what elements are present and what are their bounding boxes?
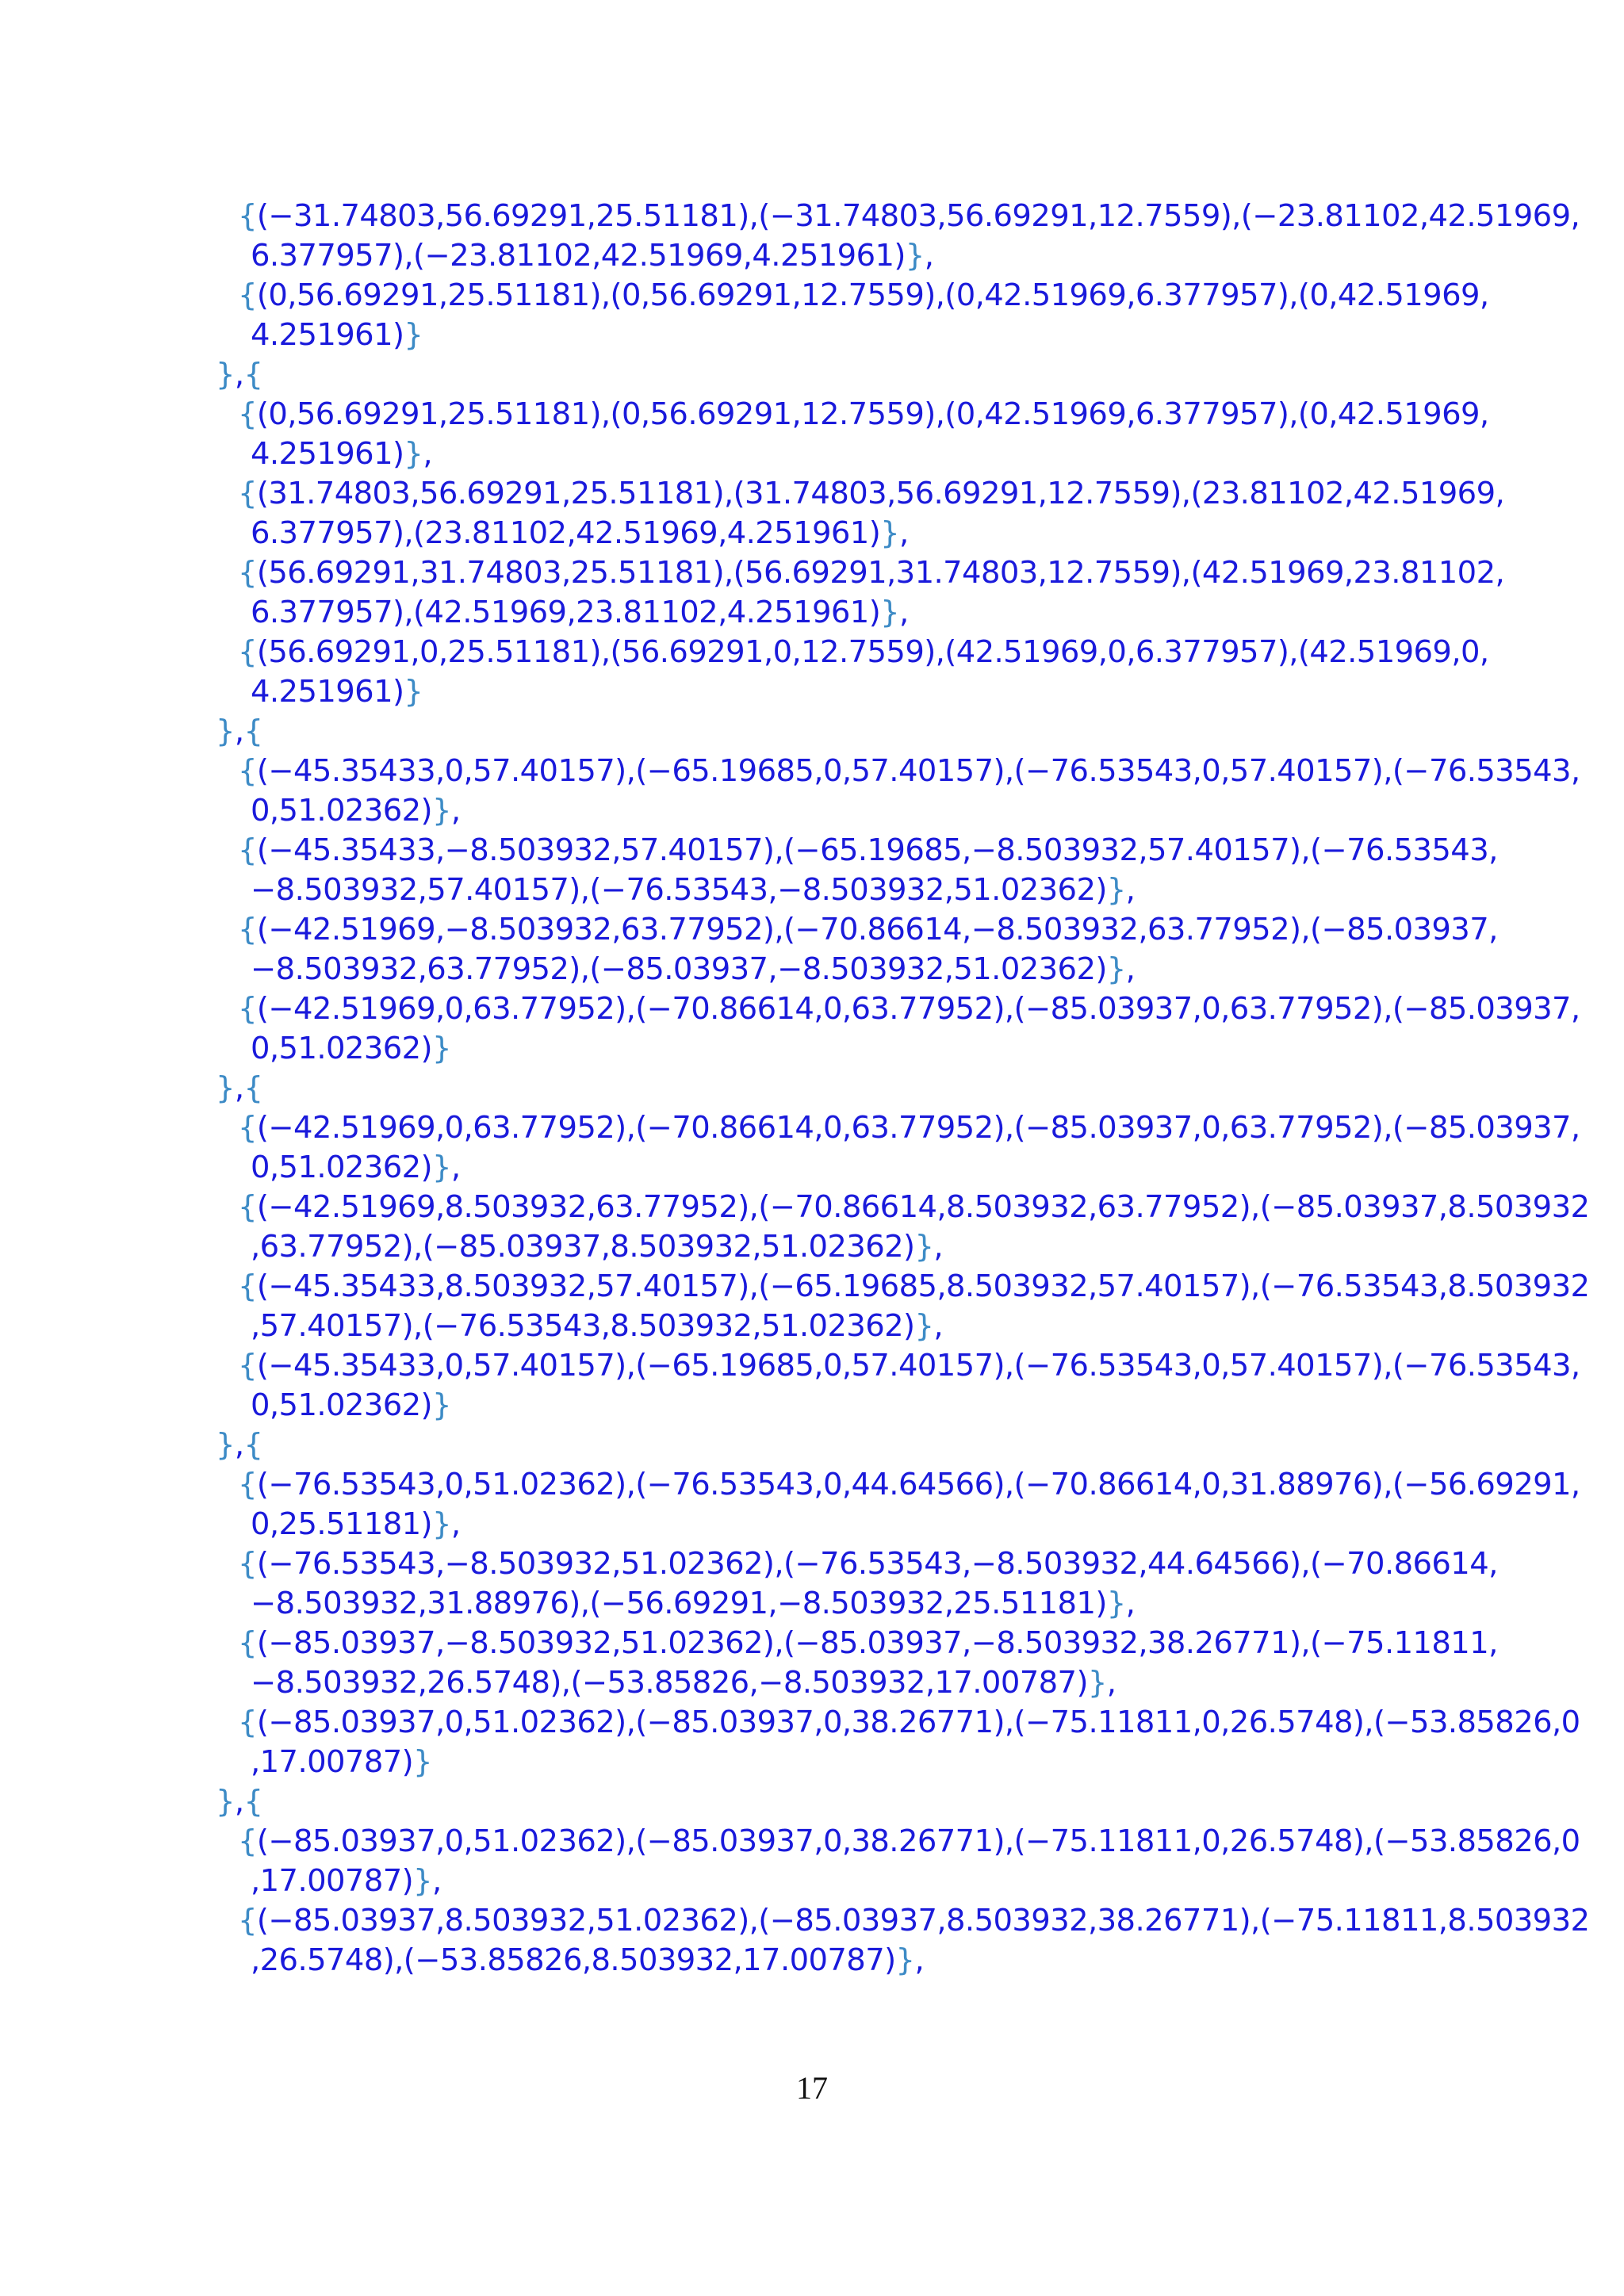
listing-line: 0,51.02362)} [251,1031,451,1066]
listing-line: ,26.5748),(−53.85826,8.503932,17.00787)}, [251,1942,925,1978]
listing-line: −8.503932,31.88976),(−56.69291,−8.503932,25.51181)}, [251,1586,1136,1621]
listing-line: −8.503932,26.5748),(−53.85826,−8.503932,17.00787)}, [251,1665,1116,1701]
listing-line: 6.377957),(42.51969,23.81102,4.251961)}, [251,595,909,630]
listing-line: 4.251961)} [251,317,423,353]
listing-line: {(−45.35433,0,57.40157),(−65.19685,0,57.40157),(−76.53543,0,57.40157),(−76.53543, [238,1348,1580,1383]
listing-line: {(−85.03937,0,51.02362),(−85.03937,0,38.26771),(−75.11811,0,26.5748),(−53.85826,0 [238,1705,1580,1740]
listing-line: {(−31.74803,56.69291,25.51181),(−31.74803,56.69291,12.7559),(−23.81102,42.51969, [238,198,1580,234]
listing-line: {(−42.51969,8.503932,63.77952),(−70.86614,8.503932,63.77952),(−85.03937,8.503932 [238,1189,1590,1225]
page-number: 17 [796,2070,828,2106]
listing-line: },{ [216,1427,263,1463]
listing-line: {(−45.35433,0,57.40157),(−65.19685,0,57.40157),(−76.53543,0,57.40157),(−76.53543, [238,753,1580,789]
listing-line: {(−42.51969,−8.503932,63.77952),(−70.86614,−8.503932,63.77952),(−85.03937, [238,912,1498,947]
listing-line: −8.503932,63.77952),(−85.03937,−8.503932,51.02362)}, [251,951,1136,987]
listing-line: {(−45.35433,−8.503932,57.40157),(−65.19685,−8.503932,57.40157),(−76.53543, [238,832,1498,868]
listing-line: {(−76.53543,0,51.02362),(−76.53543,0,44.64566),(−70.86614,0,31.88976),(−56.69291, [238,1467,1580,1502]
listing-line: {(−76.53543,−8.503932,51.02362),(−76.53543,−8.503932,44.64566),(−70.86614, [238,1546,1498,1582]
listing-line: {(0,56.69291,25.51181),(0,56.69291,12.7559),(0,42.51969,6.377957),(0,42.51969, [238,277,1489,313]
listing-line: ,17.00787)} [251,1744,432,1780]
listing-line: },{ [216,357,263,392]
listing-line: {(−45.35433,8.503932,57.40157),(−65.19685,8.503932,57.40157),(−76.53543,8.503932 [238,1269,1590,1304]
listing-line: {(−42.51969,0,63.77952),(−70.86614,0,63.77952),(−85.03937,0,63.77952),(−85.03937, [238,991,1580,1027]
listing-line: 6.377957),(−23.81102,42.51969,4.251961)}, [251,238,934,274]
listing-line: ,63.77952),(−85.03937,8.503932,51.02362)}, [251,1229,943,1265]
listing-line: ,17.00787)}, [251,1863,442,1899]
listing-line: 0,51.02362)}, [251,1150,461,1185]
listing-line: },{ [216,714,263,749]
listing-line: 0,25.51181)}, [251,1506,461,1542]
coordinate-listing [216,197,1590,1980]
listing-line: {(56.69291,31.74803,25.51181),(56.69291,31.74803,12.7559),(42.51969,23.81102, [238,555,1505,591]
listing-line: 4.251961)} [251,674,423,710]
listing-line: 0,51.02362)} [251,1387,451,1423]
listing-line: {(−85.03937,0,51.02362),(−85.03937,0,38.26771),(−75.11811,0,26.5748),(−53.85826,0 [238,1823,1580,1859]
listing-line: 0,51.02362)}, [251,793,461,828]
listing-line: {(−85.03937,8.503932,51.02362),(−85.03937,8.503932,38.26771),(−75.11811,8.503932 [238,1903,1590,1938]
listing-line: },{ [216,1070,263,1106]
listing-line: {(56.69291,0,25.51181),(56.69291,0,12.7559),(42.51969,0,6.377957),(42.51969,0, [238,634,1489,670]
listing-line: −8.503932,57.40157),(−76.53543,−8.503932,51.02362)}, [251,872,1136,908]
listing-line: {(−42.51969,0,63.77952),(−70.86614,0,63.77952),(−85.03937,0,63.77952),(−85.03937, [238,1110,1580,1146]
listing-line: 6.377957),(23.81102,42.51969,4.251961)}, [251,515,909,551]
listing-line: },{ [216,1784,263,1820]
listing-line: {(−85.03937,−8.503932,51.02362),(−85.03937,−8.503932,38.26771),(−75.11811, [238,1625,1498,1661]
listing-line: {(31.74803,56.69291,25.51181),(31.74803,56.69291,12.7559),(23.81102,42.51969, [238,476,1505,511]
listing-line: 4.251961)}, [251,436,432,472]
listing-line: ,57.40157),(−76.53543,8.503932,51.02362)}, [251,1308,943,1344]
listing-line: {(0,56.69291,25.51181),(0,56.69291,12.7559),(0,42.51969,6.377957),(0,42.51969, [238,396,1489,432]
